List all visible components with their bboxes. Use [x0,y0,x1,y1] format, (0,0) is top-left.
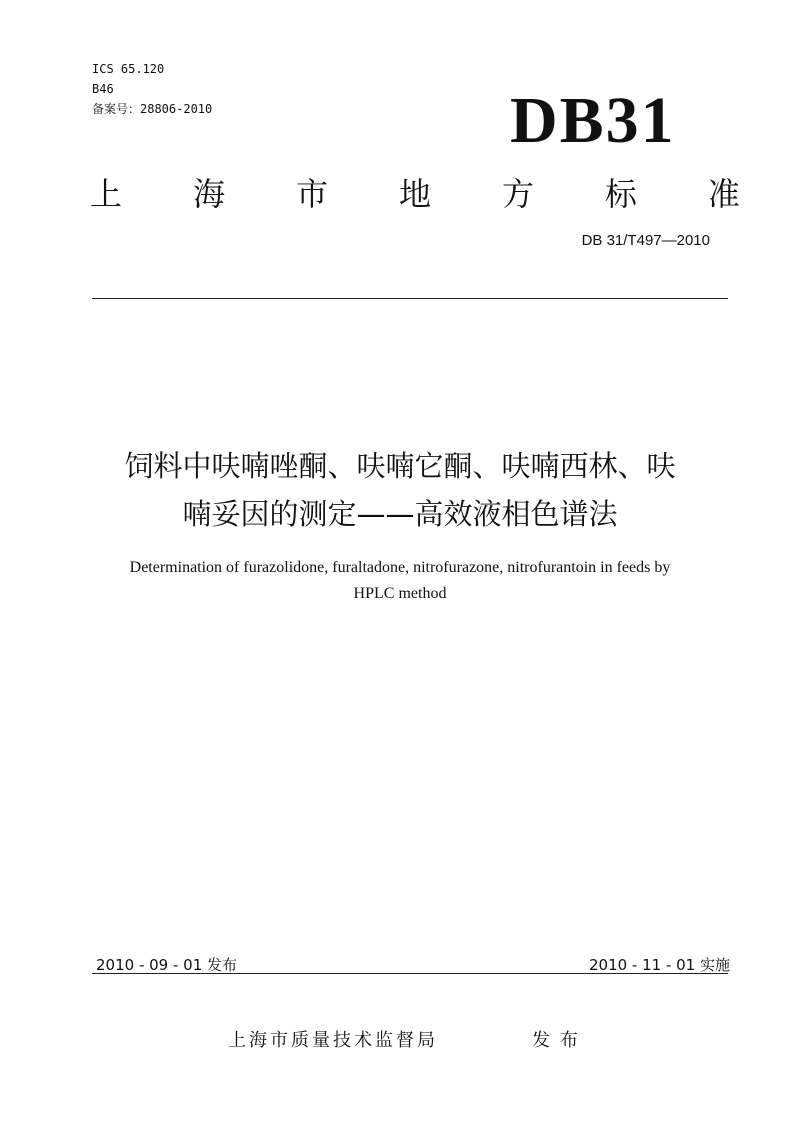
issue-date: 2010 - 09 - 01 发布 [96,956,238,974]
ics-number: ICS 65.120 [92,62,165,76]
standard-code-logo: DB31 [510,84,676,157]
footer-divider [92,973,728,974]
publish-label: 发布 [532,1030,588,1051]
standard-number: DB 31/T497—2010 [581,232,710,249]
standard-type-char: 市 [295,175,328,213]
standard-type-char: 标 [604,175,637,213]
classification-code: B46 [92,82,114,96]
english-title-line: HPLC method [353,585,447,602]
chinese-title-line: 喃妥因的测定——高效液相色谱法 [182,497,618,531]
header-divider [92,298,728,299]
implementation-date: 2010 - 11 - 01 实施 [588,956,730,974]
standard-type-char: 地 [398,175,431,213]
english-title [60,555,740,607]
english-title-line: Determination of furazolidone, furaltadone, nitrofurazone, nitrofurantoin in feeds by [129,559,671,576]
standard-type-char: 海 [192,175,225,213]
standard-type [90,170,740,214]
registration-number: 备案号：28806-2010 [92,102,213,116]
issuing-authority: 上海市质量技术监督局 [228,1030,438,1051]
standard-type-char: 准 [707,175,740,213]
chinese-title [60,442,740,538]
standard-type-char: 上 [90,175,123,213]
chinese-title-line: 饲料中呋喃唑酮、呋喃它酮、呋喃西林、呋 [124,449,676,483]
standard-type-char: 方 [501,175,534,213]
